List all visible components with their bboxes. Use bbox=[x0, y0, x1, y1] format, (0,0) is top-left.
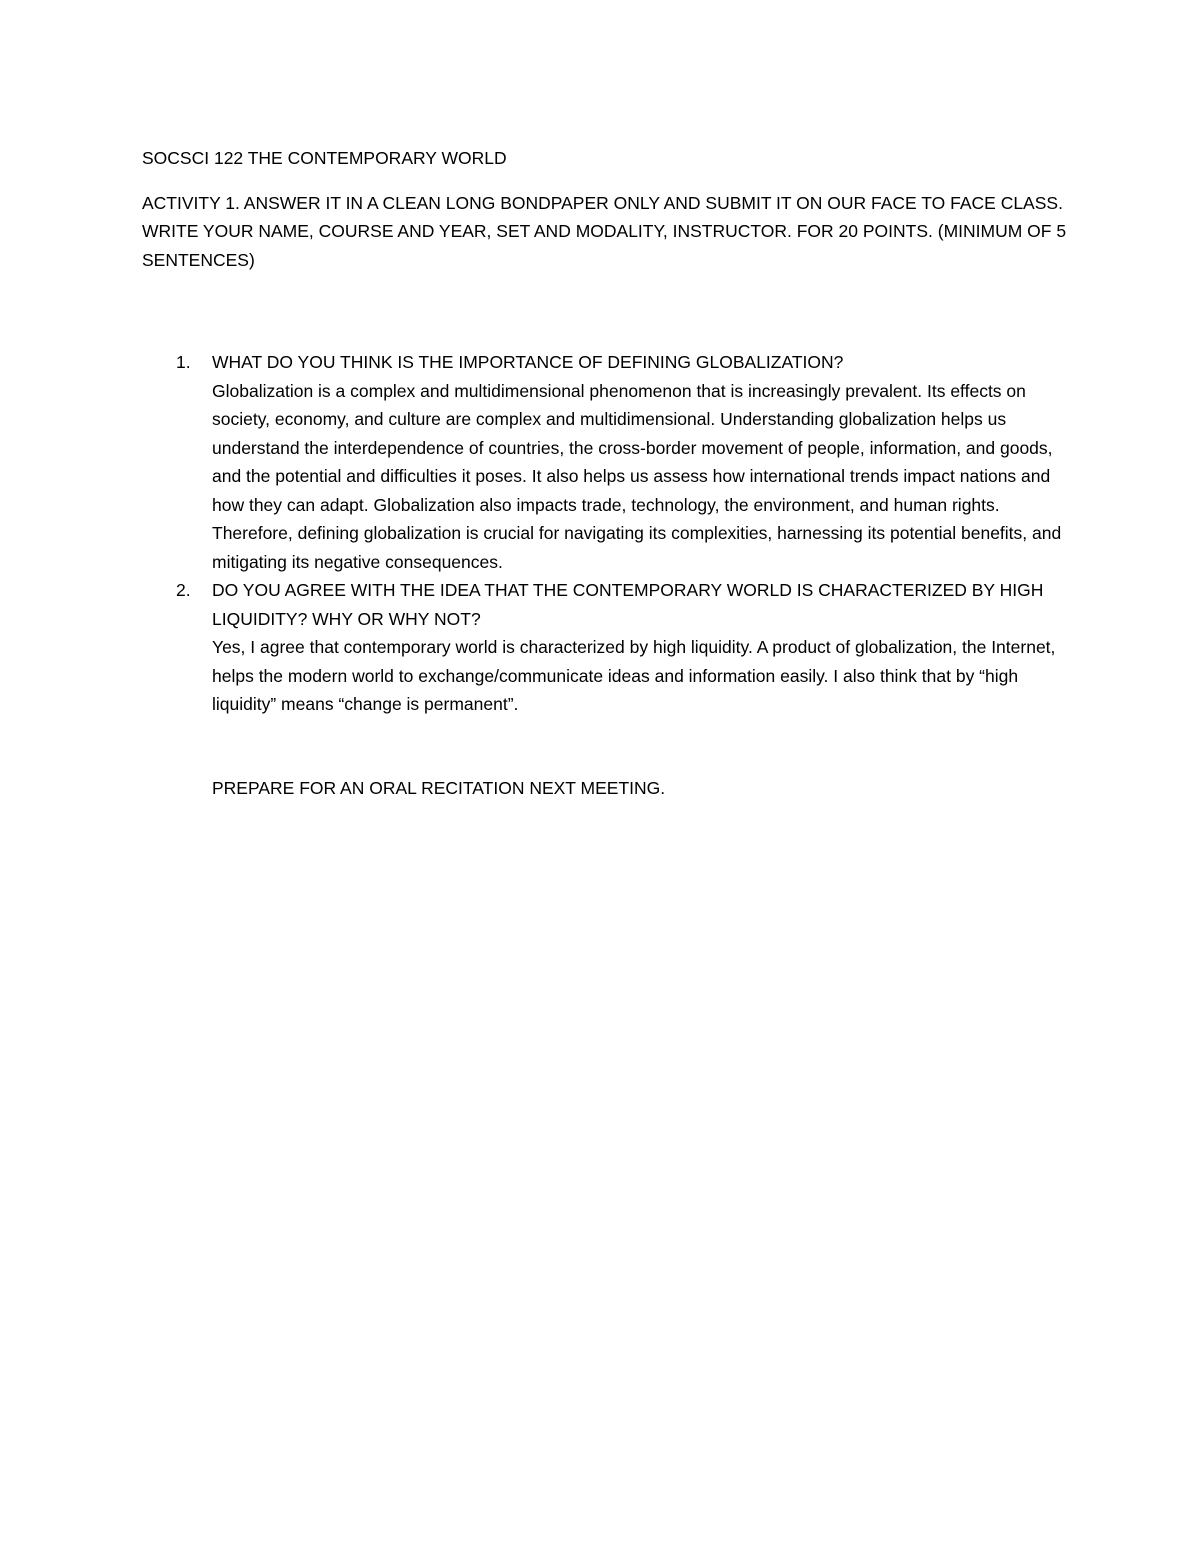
question-text: DO YOU AGREE WITH THE IDEA THAT THE CONTEMPORARY WORLD IS CHARACTERIZED BY HIGH LIQUIDITY? WHY OR WHY NOT? bbox=[212, 580, 1044, 629]
question-list bbox=[142, 348, 1072, 719]
answer-text: Globalization is a complex and multidimensional phenomenon that is increasingly prevalent. Its effects on society, economy, and culture are complex and multidimensional. Understanding globalization helps us understand the interdependence of countries, the cross-border movement of people, information, and goods, and the potential and difficulties it poses. It also helps us assess how international trends impact nations and how they can adapt. Globalization also impacts trade, technology, the environment, and human rights. Therefore, defining globalization is crucial for navigating its complexities, harnessing its potential benefits, and mitigating its negative consequences. bbox=[212, 380, 1062, 572]
document-body bbox=[142, 144, 1072, 802]
question-item-2 bbox=[142, 576, 1072, 719]
document-title: SOCSCI 122 THE CONTEMPORARY WORLD bbox=[142, 148, 507, 168]
question-number: 1. bbox=[176, 352, 191, 372]
answer-text: Yes, I agree that contemporary world is characterized by high liquidity. A product of globalization, the Internet, helps the modern world to exchange/communicate ideas and information easily. I also think that by “high liquidity” means “change is permanent”. bbox=[212, 637, 1056, 714]
question-item-1 bbox=[142, 348, 1072, 576]
closing-note: PREPARE FOR AN ORAL RECITATION NEXT MEETING. bbox=[212, 777, 666, 798]
question-text: WHAT DO YOU THINK IS THE IMPORTANCE OF DEFINING GLOBALIZATION? bbox=[212, 352, 844, 372]
activity-instructions: ACTIVITY 1. ANSWER IT IN A CLEAN LONG BONDPAPER ONLY AND SUBMIT IT ON OUR FACE TO FACE CLASS. WRITE YOUR NAME, COURSE AND YEAR, SET AND MODALITY, INSTRUCTOR. FOR 20 POINTS. (MINIMUM OF 5 SENTENCES) bbox=[142, 192, 1067, 270]
question-number: 2. bbox=[176, 580, 191, 600]
